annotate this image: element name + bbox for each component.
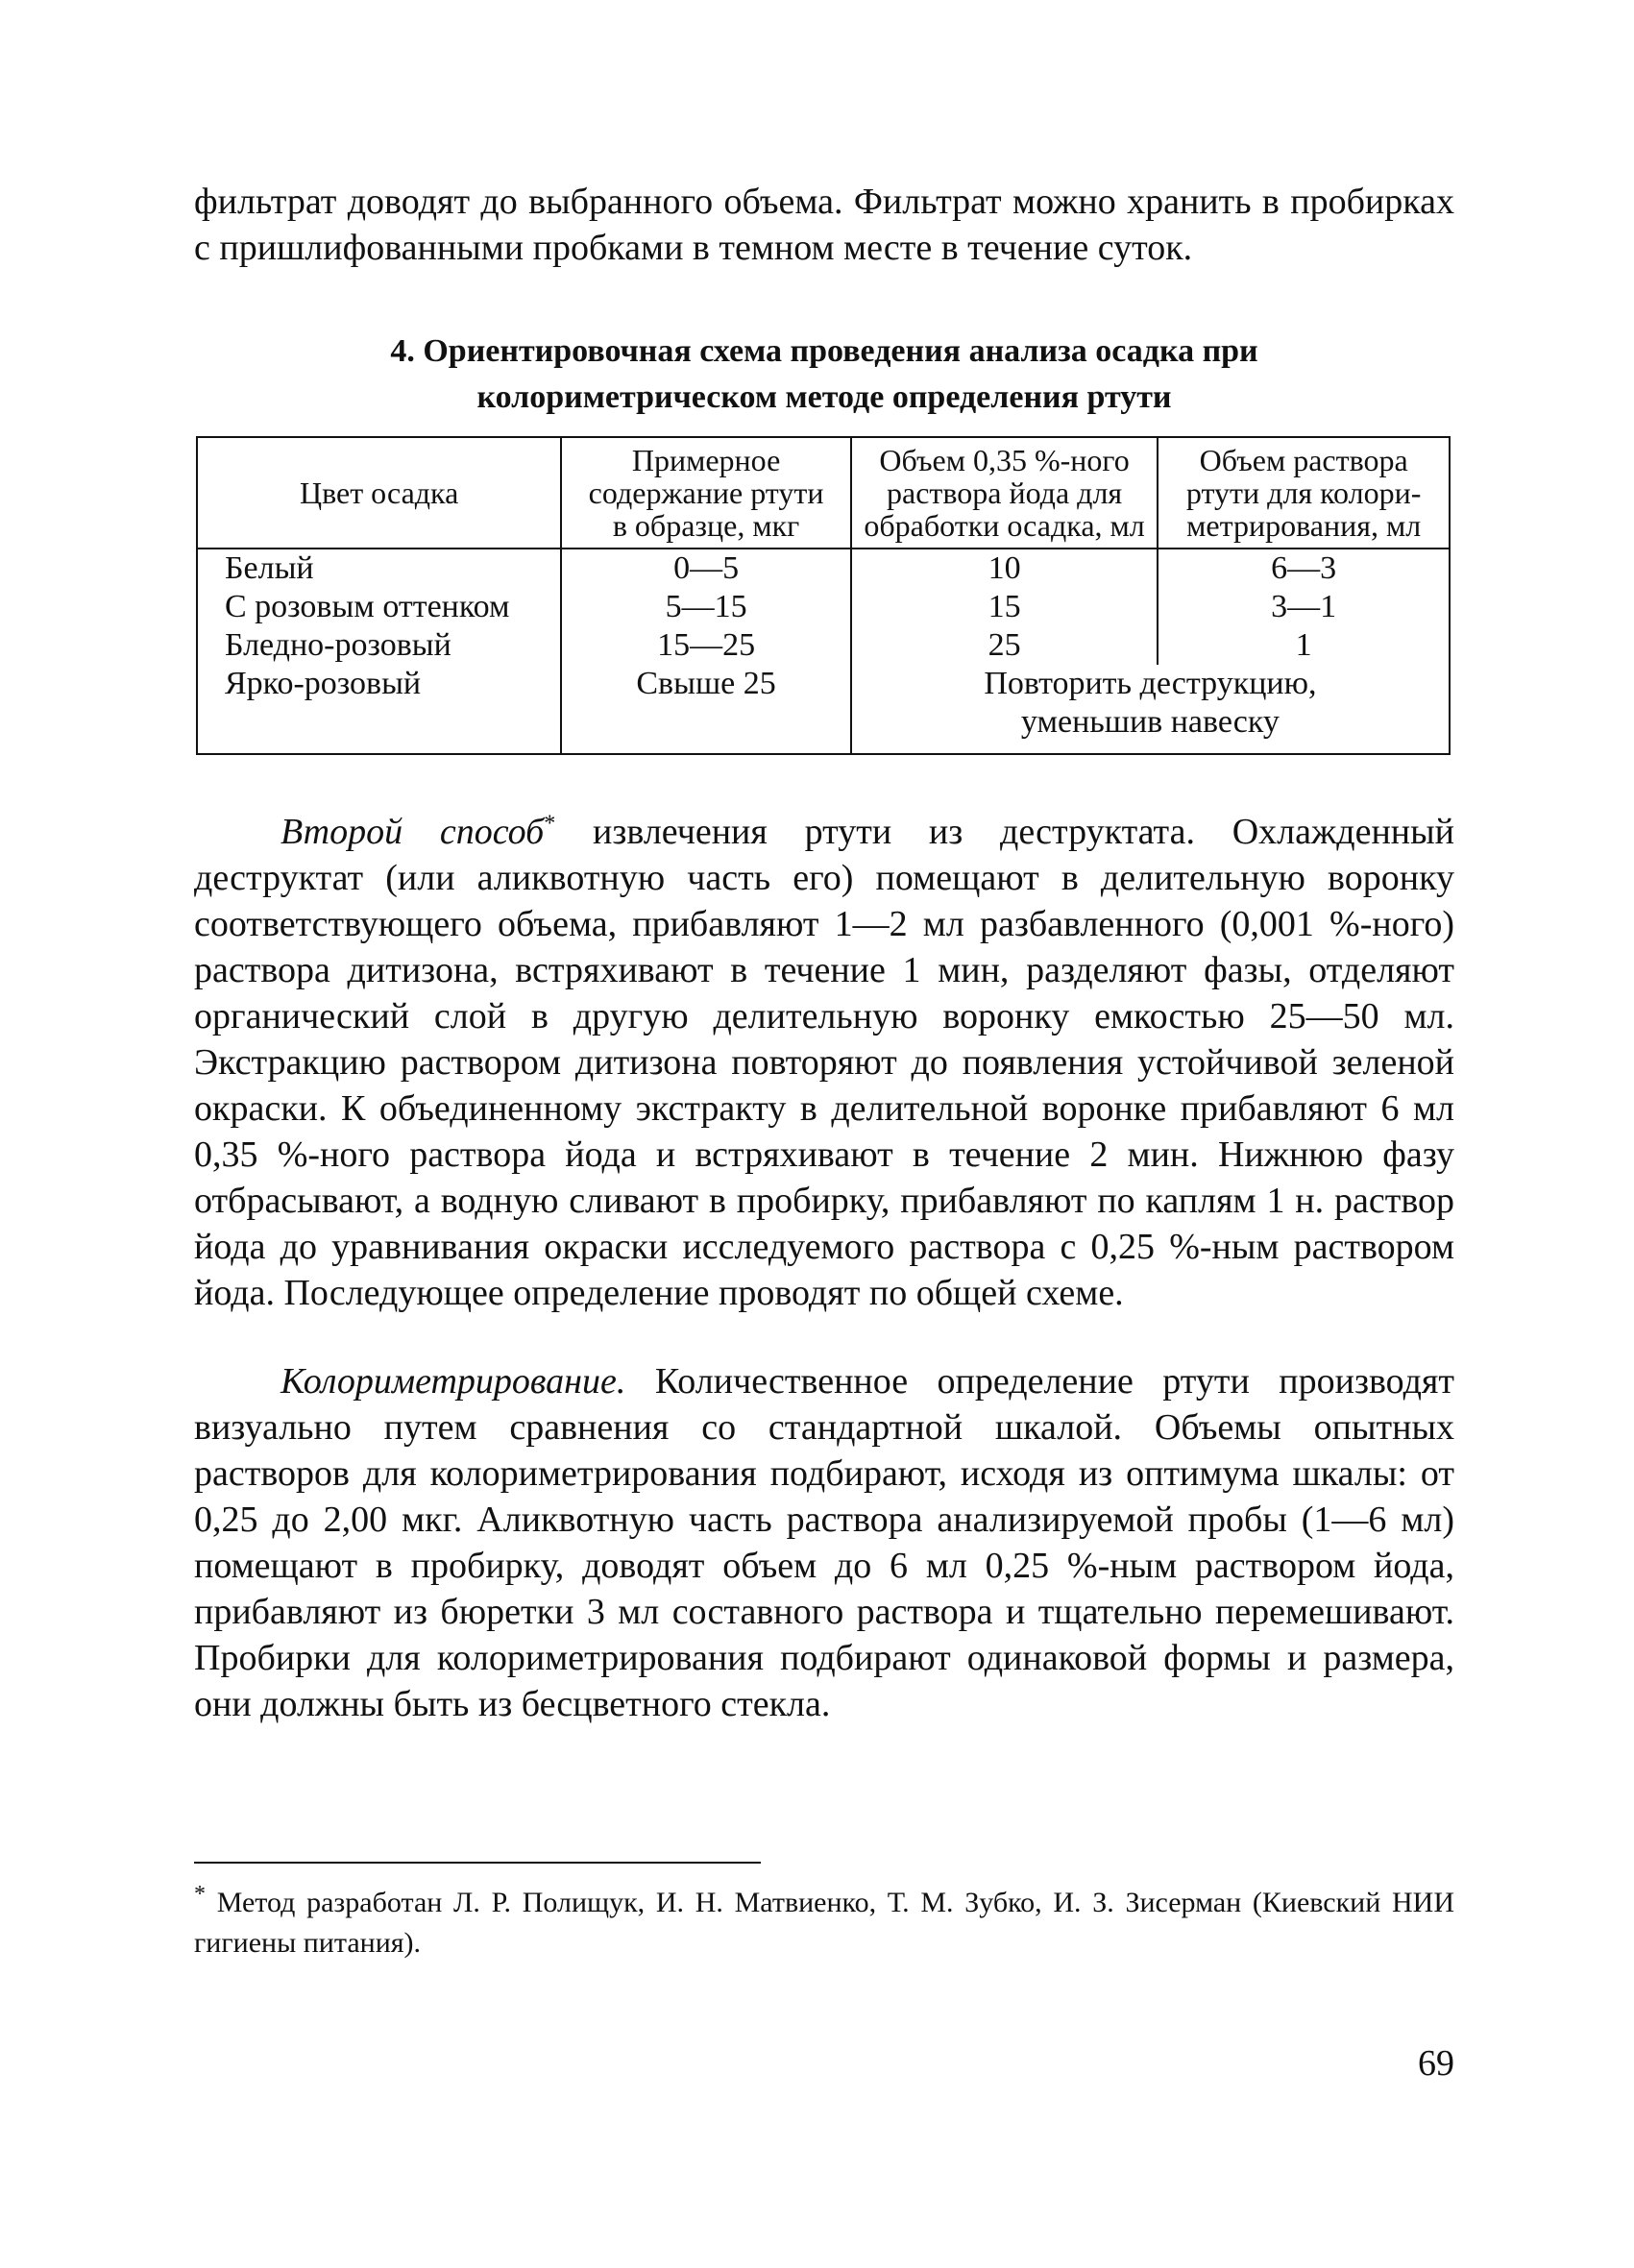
page-number: 69 bbox=[1418, 2043, 1454, 2084]
header-line: Объем 0,35 %-ного bbox=[879, 443, 1130, 477]
header-line: Примерное bbox=[631, 443, 781, 477]
header-line: содержание ртути bbox=[588, 476, 824, 510]
footnote-separator bbox=[194, 1862, 761, 1864]
cell-color: Бледно-розовый bbox=[197, 626, 561, 665]
table-title-line-2: колориметрическом методе определения ртути bbox=[476, 379, 1172, 415]
table-row bbox=[197, 549, 1450, 588]
sediment-analysis-table bbox=[196, 436, 1451, 755]
header-iodine-volume bbox=[851, 437, 1158, 549]
cell-color: С розовым оттенком bbox=[197, 588, 561, 626]
cell-volume: 1 bbox=[1158, 626, 1450, 665]
colorimetry-paragraph bbox=[194, 1358, 1454, 1727]
header-line: метрирования, мл bbox=[1186, 508, 1422, 543]
cell-content: 0—5 bbox=[561, 549, 851, 588]
cell-color: Ярко-розовый bbox=[197, 665, 561, 754]
cell-color: Белый bbox=[197, 549, 561, 588]
header-line: ртути для колори- bbox=[1185, 476, 1422, 510]
footnote-asterisk: * bbox=[194, 1882, 206, 1907]
header-sediment-color: Цвет осадка bbox=[197, 437, 561, 549]
cell-content: 5—15 bbox=[561, 588, 851, 626]
table-header-row bbox=[197, 437, 1450, 549]
header-line: раствора йода для bbox=[886, 476, 1123, 510]
colorimetry-text: Количественное определение ртути производят визуально путем сравнения со стандартной шкалой. Объемы опытных растворов для колориметрирования подбирают, исходя из оптимума шкалы: от 0,25 до 2,00 мкг. Аликвотную часть раствора анализируемой пробы (1—6 мл) помещают в пробирку, доводят объем до 6 мл 0,25 %-ным раствором йода, прибавляют из бюретки 3 мл составного раствора и тщательно перемешивают. Пробирки для колориметрирования подбирают одинаковой формы и размера, они должны быть из бесцветного стекла. bbox=[194, 1361, 1454, 1724]
cell-content: 15—25 bbox=[561, 626, 851, 665]
instruction-line: Повторить деструкцию, bbox=[984, 666, 1317, 701]
header-solution-volume bbox=[1158, 437, 1450, 549]
colorimetry-title: Колориметрирование. bbox=[280, 1361, 626, 1402]
table-row bbox=[197, 626, 1450, 665]
header-line: Объем раствора bbox=[1199, 443, 1408, 477]
cell-content: Свыше 25 bbox=[561, 665, 851, 754]
cell-iodine: 25 bbox=[851, 626, 1158, 665]
table-row bbox=[197, 588, 1450, 626]
header-mercury-content bbox=[561, 437, 851, 549]
footnote bbox=[194, 1883, 1454, 1963]
header-line: обработки осадка, мл bbox=[864, 508, 1145, 543]
instruction-line: уменьшив навеску bbox=[1020, 704, 1280, 740]
header-line: в образце, мкг bbox=[612, 508, 800, 543]
second-method-text: извлечения ртути из деструктата. Охлажденный деструктат (или аликвотную часть его) помещают в делительную воронку соответствующего объема, прибавляют 1—2 мл разбавленного (0,001 %-ного) раствора дитизона, встряхивают в течение 1 мин, разделяют фазы, отделяют органический слой в другую делительную воронку емкостью 25—50 мл. Экстракцию раствором дитизона повторяют до появления устойчивой зеленой окраски. К объединенному экстракту в делительной воронке прибавляют 6 мл 0,35 %-ного раствора йода и встряхивают в течение 2 мин. Нижнюю фазу отбрасывают, а водную сливают в пробирку, прибавляют по каплям 1 н. раствор йода до уравнивания окраски исследуемого раствора с 0,25 %-ным раствором йода. Последующее определение проводят по общей схеме. bbox=[194, 812, 1454, 1313]
intro-paragraph: фильтрат доводят до выбранного объема. Фильтрат можно хранить в пробирках с пришлифованными пробками в темном месте в течение суток. bbox=[194, 182, 1454, 268]
cell-merged-instruction bbox=[851, 665, 1450, 754]
table-row bbox=[197, 665, 1450, 754]
cell-iodine: 10 bbox=[851, 549, 1158, 588]
cell-volume: 6—3 bbox=[1158, 549, 1450, 588]
footnote-text: Метод разработан Л. Р. Полищук, И. Н. Матвиенко, Т. М. Зубко, И. З. Зисерман (Киевский НИИ гигиены питания). bbox=[194, 1887, 1454, 1959]
cell-iodine: 15 bbox=[851, 588, 1158, 626]
footnote-marker: * bbox=[544, 811, 556, 837]
table-title bbox=[194, 329, 1454, 421]
second-method-title: Второй способ bbox=[280, 812, 545, 852]
table-title-line-1: 4. Ориентировочная схема проведения анализа осадка при bbox=[390, 333, 1258, 369]
second-method-paragraph bbox=[194, 809, 1454, 1316]
cell-volume: 3—1 bbox=[1158, 588, 1450, 626]
